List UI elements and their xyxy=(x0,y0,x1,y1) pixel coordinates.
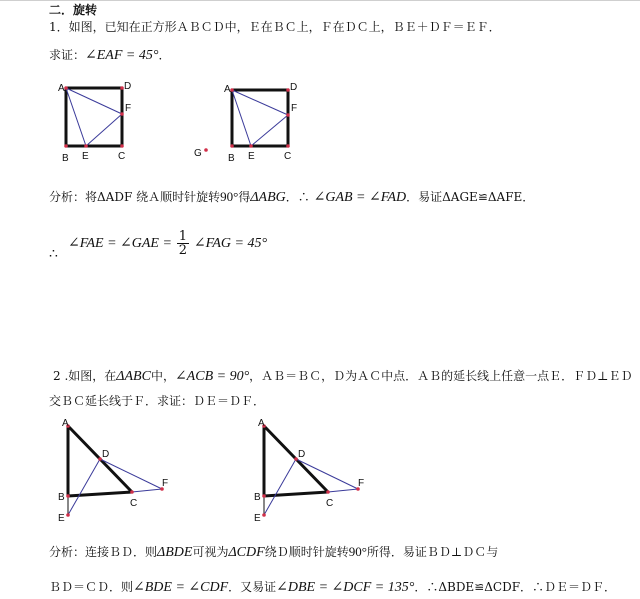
point-A xyxy=(230,88,234,92)
section-heading: 二．旋转 xyxy=(49,3,98,17)
segment-AF xyxy=(66,88,122,114)
point-A xyxy=(64,86,68,90)
segment-ED xyxy=(264,459,296,515)
point-G xyxy=(204,148,208,152)
analysis-text: ．∴ xyxy=(285,190,310,204)
point-E xyxy=(66,513,70,517)
triangle-abc: ΔABC xyxy=(116,369,151,384)
label-C: C xyxy=(326,498,334,509)
label-B: B xyxy=(228,153,235,164)
problem1-equation xyxy=(68,230,267,257)
therefore-symbol: ∴ xyxy=(49,246,58,262)
label-F: F xyxy=(125,103,132,114)
point-B xyxy=(64,144,68,148)
analysis-text: ．易证ΔAGE≌ΔAFE． xyxy=(406,190,535,204)
fraction-denominator: 2 xyxy=(178,243,188,258)
problem1-analysis xyxy=(49,190,534,205)
segment-EF xyxy=(86,114,122,146)
label-A: A xyxy=(58,83,65,94)
angle-equality-2: ∠DBE = ∠DCF = 135° xyxy=(276,580,415,595)
point-E xyxy=(262,513,266,517)
statement-text: 中， xyxy=(150,369,175,383)
figure-3-triangle xyxy=(52,414,182,529)
segment-DF xyxy=(296,459,358,489)
label-F: F xyxy=(358,478,365,489)
angle-acb: ∠ACB = 90° xyxy=(174,369,250,384)
segment-AE xyxy=(66,88,86,146)
angle-equality: ∠GAB = ∠FAD xyxy=(313,190,407,205)
label-D: D xyxy=(124,81,132,92)
analysis-text: 所得．易证ＢＤ⊥ＤＣ与 xyxy=(366,545,499,559)
rotation-degree: 90° xyxy=(220,189,239,204)
label-A: A xyxy=(62,418,69,429)
problem2-statement xyxy=(53,369,632,384)
point-E xyxy=(249,144,253,148)
analysis-text: 绕Ｄ顺时针旋转 xyxy=(264,545,349,559)
triangle-abg: ΔABG xyxy=(250,190,286,205)
point-E xyxy=(84,144,88,148)
conclusion-text: ＢＤ＝ＣＤ．则 xyxy=(49,580,134,594)
analysis-text: 可视为 xyxy=(192,545,229,559)
eq-right: ∠FAG = 45° xyxy=(193,236,268,251)
label-B: B xyxy=(58,492,65,503)
label-B: B xyxy=(62,153,69,164)
label-C: C xyxy=(130,498,138,509)
problem2-statement-line2: 交ＢＣ延长线于Ｆ．求证：ＤＥ＝ＤＦ． xyxy=(49,394,266,408)
edge-BC xyxy=(264,492,328,496)
label-F: F xyxy=(162,478,169,489)
label-D: D xyxy=(298,449,306,460)
statement-text: ，ＡＢ＝ＢＣ，Ｄ为ＡＣ中点．ＡＢ的延长线上任意一点Ｅ．ＦＤ⊥ＥＤ xyxy=(249,369,633,383)
fraction-numerator: 1 xyxy=(178,229,188,244)
conclusion-text: ．∴ΔBDE≌ΔCDF．∴ＤＥ＝ＤＦ． xyxy=(414,580,617,594)
prove-math: ∠EAF = 45° xyxy=(85,48,159,63)
label-C: C xyxy=(284,151,292,162)
edge-BC xyxy=(68,492,132,496)
label-E: E xyxy=(82,151,89,162)
problem1-prove xyxy=(49,48,170,63)
label-A: A xyxy=(258,418,265,429)
segment-AE xyxy=(232,90,251,146)
label-E: E xyxy=(254,513,261,524)
figure-1-square xyxy=(50,78,140,168)
segment-EF xyxy=(251,115,288,146)
prove-label: 求证： xyxy=(49,48,86,62)
statement-text: 2 .如图，在 xyxy=(53,369,117,383)
figure-4-triangle xyxy=(248,414,378,529)
analysis-text: 分析：连接ＢＤ．则 xyxy=(49,545,158,559)
prove-end: ． xyxy=(158,48,171,62)
point-B xyxy=(262,494,266,498)
triangle-bde: ΔBDE xyxy=(157,545,193,560)
label-E: E xyxy=(58,513,65,524)
analysis-text: 得 xyxy=(238,190,251,204)
point-B xyxy=(230,144,234,148)
label-F: F xyxy=(291,103,298,114)
point-B xyxy=(66,494,70,498)
problem2-conclusion xyxy=(49,580,616,595)
problem1-statement: 1．如图，已知在正方形ＡＢＣＤ中，Ｅ在ＢＣ上，Ｆ在ＤＣ上，ＢＥ＋ＤＦ＝ＥＦ． xyxy=(49,20,501,34)
label-A: A xyxy=(224,84,231,95)
label-B: B xyxy=(254,492,261,503)
label-C: C xyxy=(118,151,126,162)
segment-CF xyxy=(132,489,162,492)
segment-ED xyxy=(68,459,100,515)
segment-DF xyxy=(100,459,162,489)
label-D: D xyxy=(290,82,298,93)
top-divider xyxy=(0,0,640,1)
analysis-text: 分析：将ΔADF 绕Ａ顺时针旋转 xyxy=(49,190,221,204)
angle-equality-1: ∠BDE = ∠CDF xyxy=(133,580,229,595)
segment-CF xyxy=(328,489,358,492)
problem2-analysis xyxy=(49,545,498,560)
point-C xyxy=(130,490,134,494)
point-F xyxy=(120,112,124,116)
point-F xyxy=(286,113,290,117)
rotation-degree: 90° xyxy=(348,544,367,559)
triangle-cdf: ΔCDF xyxy=(228,545,265,560)
eq-left: ∠FAE = ∠GAE = xyxy=(68,236,172,251)
point-C xyxy=(286,144,290,148)
conclusion-text: ．又易证 xyxy=(228,580,277,594)
point-C xyxy=(120,144,124,148)
label-E: E xyxy=(248,151,255,162)
point-C xyxy=(326,490,330,494)
segment-AF xyxy=(232,90,288,115)
figure-2-square-rotated xyxy=(190,78,310,168)
label-D: D xyxy=(102,449,110,460)
fraction-half xyxy=(177,230,189,257)
label-G: G xyxy=(194,148,202,159)
